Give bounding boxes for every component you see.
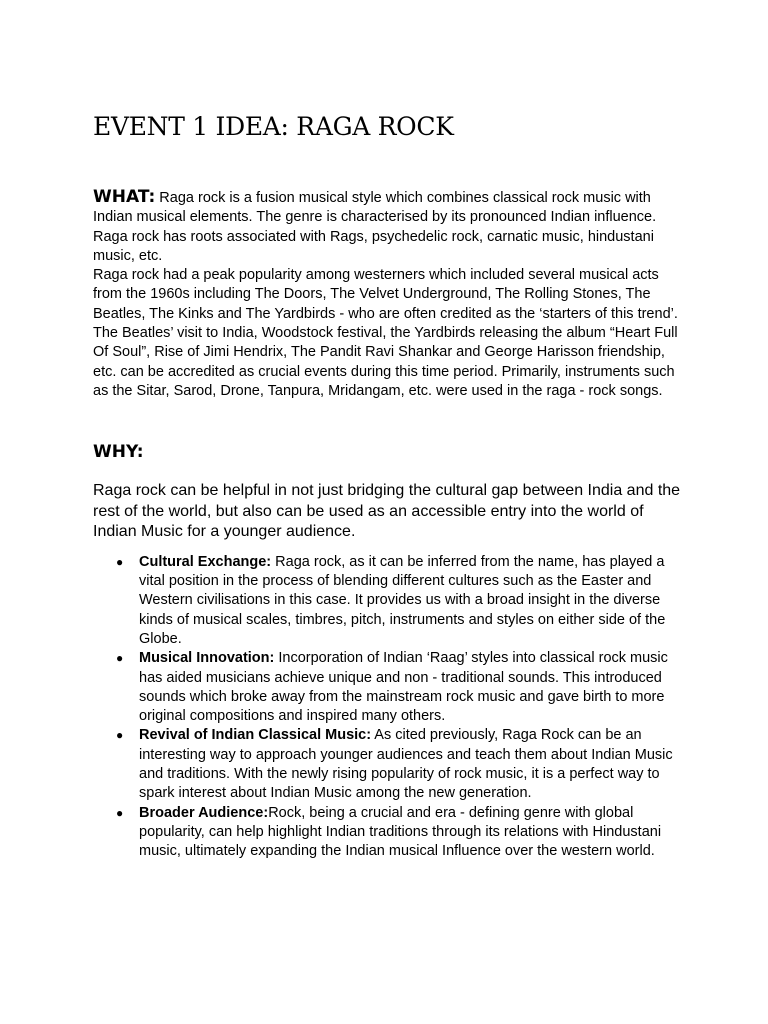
bullet-text: As cited previously, Raga Rock can be an interesting way to approach younger audiences and teach them about Indian Music and traditions. With the newly rising popularity of rock music, it is a perfect way to spark interest about Indian Music among the new generation.: [139, 727, 673, 802]
list-item: [93, 649, 683, 726]
bullet-term: Musical Innovation:: [139, 650, 275, 667]
what-label: WHAT:: [93, 187, 156, 207]
list-item: [93, 804, 683, 862]
document-title: EVENT 1 IDEA: RAGA ROCK: [93, 112, 454, 141]
what-paragraph: Raga rock had a peak popularity among westerners which included several musical acts from the 1960s including The Doors, The Velvet Underground, The Rolling Stones, The Beatles, The Kinks and The Yardbirds - who are often credited as the ‘starters of this trend’.: [93, 267, 678, 322]
bullet-icon: ●: [116, 728, 124, 743]
what-intro-paragraph: [93, 188, 683, 266]
list-item: [93, 553, 683, 649]
bullet-term: Broader Audience:: [139, 804, 269, 821]
bullet-text: Incorporation of Indian ‘Raag’ styles into classical rock music has aided musicians achieve unique and non - traditional sounds. This introduced sounds which broke away from the mainstream rock music and gave birth to more original compositions and inspired many others.: [139, 650, 668, 725]
why-bullet-list: [93, 553, 683, 862]
bullet-icon: ●: [116, 554, 124, 569]
why-intro-paragraph: Raga rock can be helpful in not just bridging the cultural gap between India and the rest of the world, but also can be used as an accessible entry into the world of Indian Music for a younger audience.: [93, 482, 681, 541]
document-page: [93, 110, 683, 862]
bullet-icon: ●: [116, 651, 124, 666]
bullet-term: Cultural Exchange:: [139, 553, 272, 570]
what-section: [93, 188, 683, 401]
list-item: [93, 726, 683, 803]
bullet-text: Rock, being a crucial and era - defining genre with global popularity, can help highlight Indian traditions through its relations with Hindustani music, ultimately expanding the Indian musical Influence over the western world.: [139, 804, 662, 860]
what-intro-text: Raga rock is a fusion musical style which combines classical rock music with Indian musical elements. The genre is characterised by its pronounced Indian influence. Raga rock has roots associated with Rags, psychedelic rock, carnatic music, hindustani music, etc.: [93, 190, 657, 264]
bullet-icon: ●: [116, 805, 124, 820]
bullet-text: Raga rock, as it can be inferred from the name, has played a vital position in the process of blending different cultures such as the Easter and Western civilisations in this case. It provides us with a broad insight in the diverse kinds of musical scales, timbres, pitch, instruments and styles on either side of the Globe.: [139, 553, 666, 647]
what-paragraph: The Beatles’ visit to India, Woodstock festival, the Yardbirds releasing the album “Heart Full Of Soul”, Rise of Jimi Hendrix, The Pandit Ravi Shankar and George Harisson friendship, etc. can be accredited as crucial events during this time period. Primarily, instruments such as the Sitar, Sarod, Drone, Tanpura, Mridangam, etc. were used in the raga - rock songs.: [93, 325, 678, 399]
bullet-term: Revival of Indian Classical Music:: [139, 727, 372, 744]
why-heading: WHY:: [93, 442, 144, 463]
